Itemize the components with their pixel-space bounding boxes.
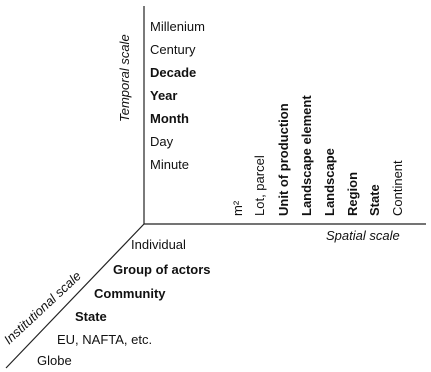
institutional-item-community: Community	[94, 286, 166, 301]
spatial-item-landscape: Landscape	[322, 148, 337, 216]
institutional-item-globe: Globe	[37, 353, 72, 368]
temporal-item-millenium: Millenium	[150, 19, 205, 34]
institutional-items	[37, 237, 211, 368]
temporal-item-month: Month	[150, 111, 189, 126]
spatial-item-unit-of-production: Unit of production	[276, 103, 291, 216]
institutional-item-group-of-actors: Group of actors	[113, 262, 211, 277]
temporal-item-decade: Decade	[150, 65, 197, 80]
spatial-item-lot-parcel: Lot, parcel	[252, 155, 267, 216]
spatial-item-region: Region	[345, 171, 360, 216]
temporal-item-century: Century	[150, 42, 196, 57]
temporal-item-year: Year	[150, 88, 178, 103]
temporal-items	[150, 19, 205, 172]
spatial-item-m2: m²	[230, 200, 245, 216]
institutional-item-state: State	[75, 309, 107, 324]
spatial-items	[230, 95, 405, 216]
spatial-item-landscape-element: Landscape element	[299, 95, 314, 216]
spatial-item-continent: Continent	[390, 160, 405, 216]
institutional-item-eu-nafta: EU, NAFTA, etc.	[57, 332, 153, 347]
temporal-item-day: Day	[150, 134, 174, 149]
temporal-axis-title: Temporal scale	[117, 34, 132, 122]
spatial-item-state: State	[367, 184, 382, 216]
spatial-axis-title: Spatial scale	[326, 228, 400, 243]
temporal-item-minute: Minute	[150, 157, 190, 172]
institutional-axis-title: Institutional scale	[0, 268, 84, 348]
institutional-item-individual: Individual	[131, 237, 186, 252]
